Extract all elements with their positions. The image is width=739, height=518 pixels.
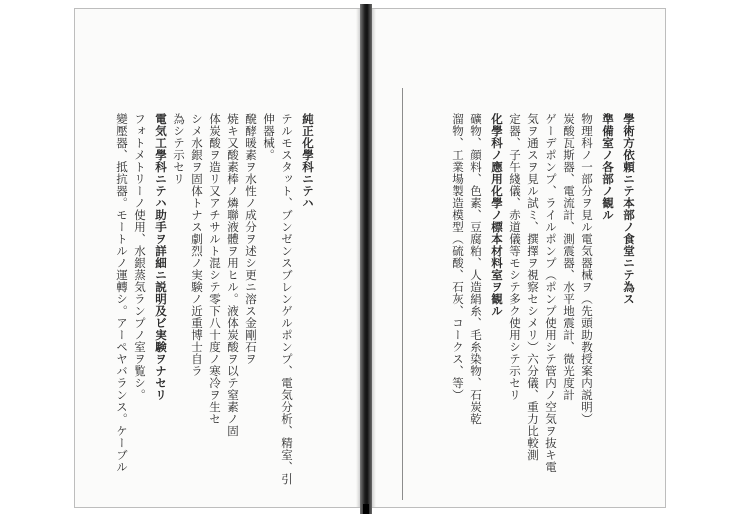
left-page-column: 變壓器、抵抗器。モートルノ運轉シ。アーペヤバランス。ケーブル (115, 113, 129, 473)
left-page-column: シメ水銀ヲ固体トナス劇烈ノ実験ノ近重博士自ラ (190, 113, 204, 377)
left-page-column: 為シテ示セリ (172, 113, 186, 185)
margin-rule (402, 88, 403, 500)
left-page-column: 体炭酸ヲ造リ又アチサルト混シテ零下八十度ノ寒冷ヲ生セ (208, 113, 222, 425)
right-page-column: 化學科ノ應用化學ノ標本材料室ヲ観ル (490, 113, 504, 317)
left-page-column: 醗酵暖素ヲ水性ノ成分ヲ述シ更ニ溶ス金剛石ヲ (244, 113, 258, 365)
right-page-text (448, 113, 637, 503)
right-page-column: 定器、子午綫儀、赤道儀等モシテ多ク使用シテ示セリ (508, 113, 522, 401)
left-page (74, 8, 362, 508)
binding-mark (363, 504, 369, 514)
left-page-column: 焼キ又酸素棒ノ燐聯液體ヲ用ヒル。液体炭酸ヲ以テ窒素ノ固 (226, 113, 240, 437)
right-page-column: 準備室ノ各部ノ観ル (601, 113, 615, 221)
left-page-column: 伸器械。 (262, 113, 276, 161)
right-page-column: 溜物、工業場製造模型（硫酸、石灰、コークス、等） (451, 113, 465, 401)
left-page-column: 純正化學科ニテハ (301, 113, 315, 209)
left-page-column: フォトメトリーノ使用、水銀蒸気ランプノ室ヲ覧シ。 (133, 113, 147, 401)
left-page-text (112, 113, 316, 503)
right-page-column: 物理科ノ一部分ヲ見ル電気器械ヲ（先頭助教授案内説明） (580, 113, 594, 425)
right-page-column: 気ヲ通スヲ見ル試ミ、撰擇ヲ視察セシメリ）六分儀、重力比較測 (526, 113, 540, 461)
right-page-column: ゲーデポンプ、ライルポンプ（ポンプ使用シテ管内ノ空気ヲ抜キ電 (544, 113, 558, 473)
right-page (370, 8, 666, 508)
right-page-column: 學術方依頼ニテ本部ノ食堂ニテ為ス (622, 113, 636, 305)
book-gutter (360, 4, 372, 514)
right-page-column: 炭酸瓦斯器、電流計、測震器、水平地震計、微光度計 (562, 113, 576, 401)
left-page-column: 電気工學科ニテハ助手ヲ詳細ニ説明及ビ実験ヲナセリ (154, 113, 168, 401)
left-page-column: テルモスタット、ブンゼンスブレンゲルポンプ、電気分析、精室、引 (280, 113, 294, 485)
right-page-column: 礦物、顔料、色素、豆腐粕、人造絹糸、毛糸染物、石炭乾 (469, 113, 483, 425)
